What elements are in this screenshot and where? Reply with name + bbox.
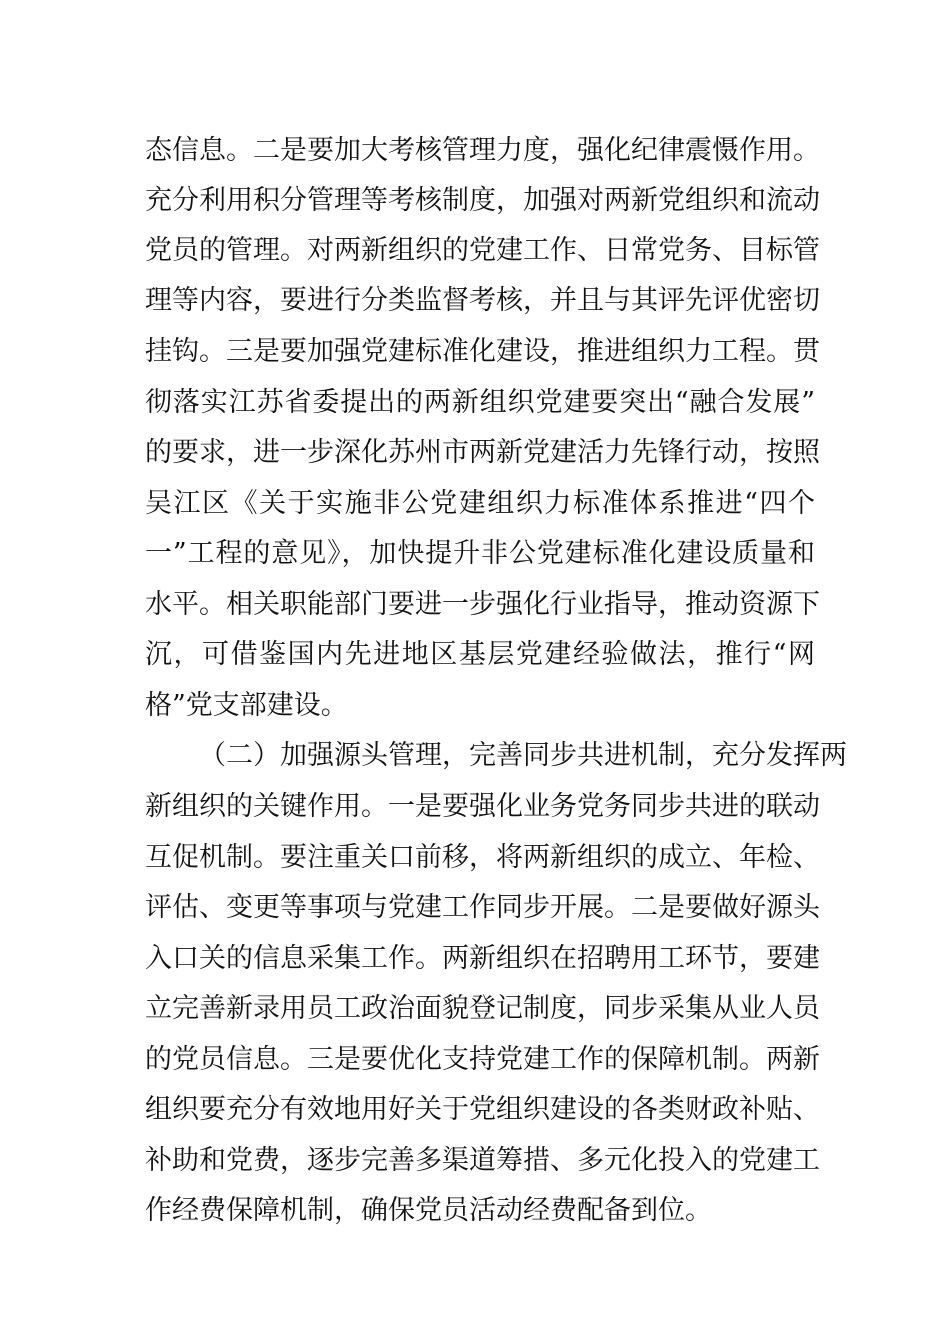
text-line: 态信息。二是要加大考核管理力度，强化纪律震慑作用。 xyxy=(145,135,820,166)
text-line: 吴江区《关于实施非公党建组织力标准体系推进“四个 xyxy=(145,488,815,519)
text-line: 理等内容，要进行分类监督考核，并且与其评先评优密切 xyxy=(145,285,820,316)
text-line: 互促机制。要注重关口前移，将两新组织的成立、年检、 xyxy=(145,842,820,873)
text-line: 补助和党费，逐步完善多渠道筹措、多元化投入的党建工 xyxy=(145,1145,820,1176)
text-line: 新组织的关键作用。一是要强化业务党务同步共进的联动 xyxy=(145,791,820,822)
text-line: 彻落实江苏省委提出的两新组织党建要突出“融合发展” xyxy=(145,387,815,418)
text-line: 格”党支部建设。 xyxy=(145,690,348,721)
text-line: 入口关的信息采集工作。两新组织在招聘用工环节，要建 xyxy=(145,943,820,974)
text-line: 立完善新录用员工政治面貌登记制度，同步采集从业人员 xyxy=(145,993,820,1024)
text-line: 的要求，进一步深化苏州市两新党建活力先锋行动，按照 xyxy=(145,437,820,468)
text-line: （二）加强源头管理，完善同步共进机制，充分发挥两 xyxy=(199,740,847,771)
text-line: 组织要充分有效地用好关于党组织建设的各类财政补贴、 xyxy=(145,1094,820,1125)
text-line: 作经费保障机制，确保党员活动经费配备到位。 xyxy=(145,1195,712,1226)
text-line: 挂钩。三是要加强党建标准化建设，推进组织力工程。贯 xyxy=(145,336,820,367)
text-line: 的党员信息。三是要优化支持党建工作的保障机制。两新 xyxy=(145,1044,820,1075)
text-line: 党员的管理。对两新组织的党建工作、日常党务、目标管 xyxy=(145,235,820,266)
text-line: 一”工程的意见》，加快提升非公党建标准化建设质量和 xyxy=(145,538,815,569)
text-line: 充分利用积分管理等考核制度，加强对两新党组织和流动 xyxy=(145,185,820,216)
text-line: 水平。相关职能部门要进一步强化行业指导，推动资源下 xyxy=(145,589,820,620)
text-line: 沉，可借鉴国内先进地区基层党建经验做法，推行“网 xyxy=(145,639,815,670)
text-line: 评估、变更等事项与党建工作同步开展。二是要做好源头 xyxy=(145,892,820,923)
